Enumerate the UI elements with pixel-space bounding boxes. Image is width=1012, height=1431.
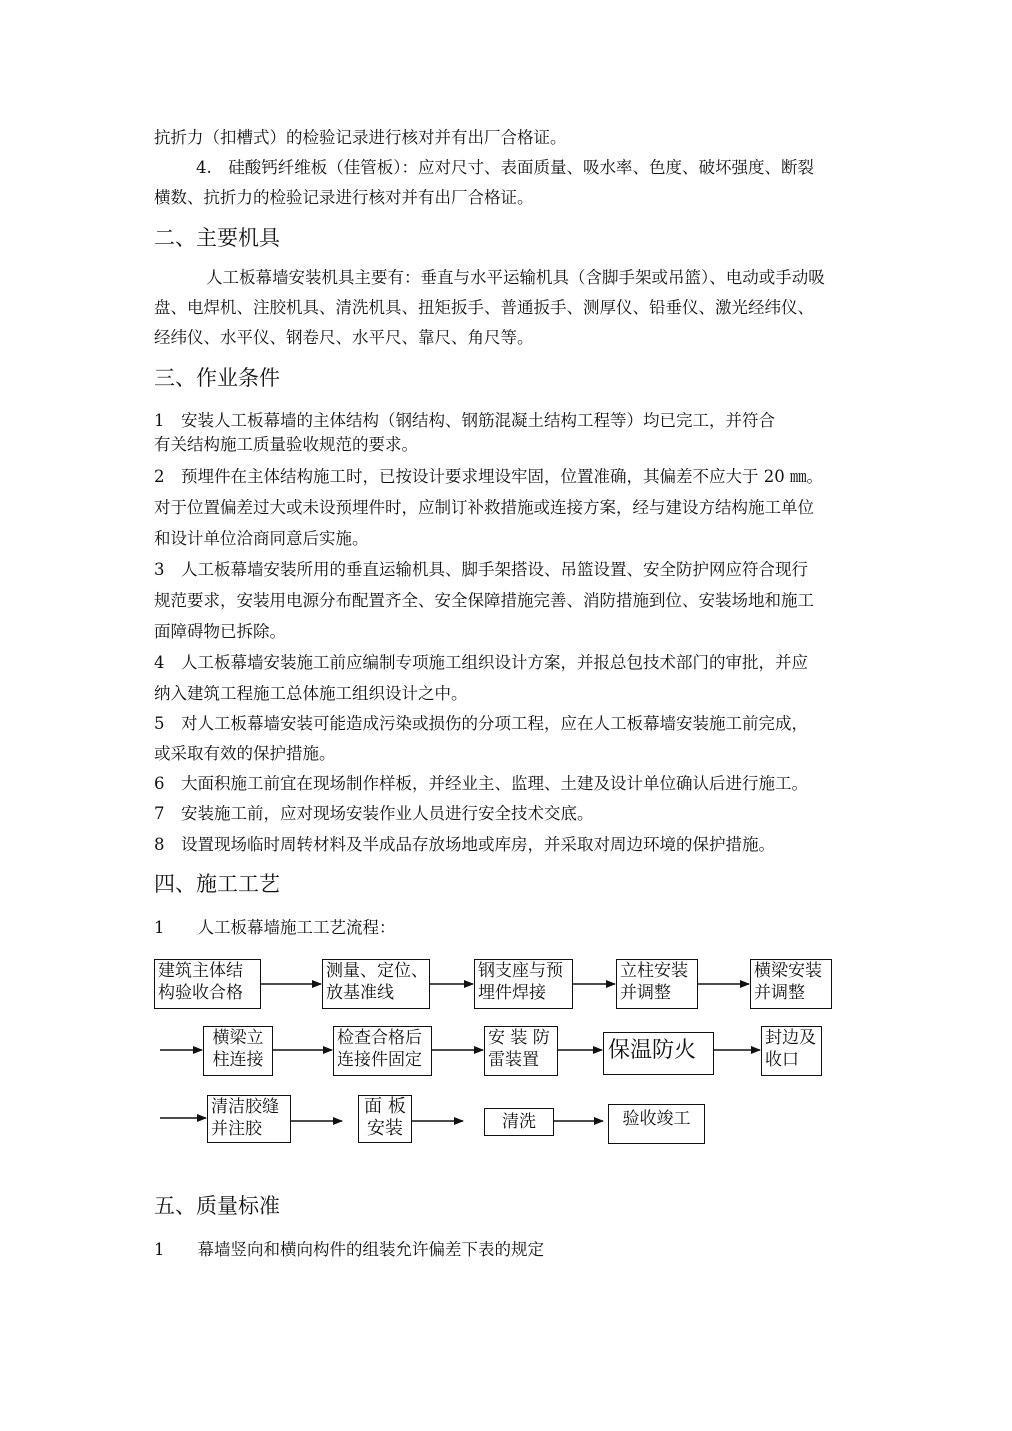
flow-step-label: 测量、定位、 bbox=[326, 961, 428, 981]
flow-step-cleaning: 清洗 bbox=[484, 1108, 554, 1136]
tools-line: 人工板幕墙安装机具主要有：垂直与水平运输机具（含脚手架或吊篮）、电动或手动吸 bbox=[206, 268, 825, 287]
condition-line: 1 安装人工板幕墙的主体结构（钢结构、钢筋混凝土结构工程等）均已完工，并符合 bbox=[154, 411, 775, 430]
flow-step-label: 钢支座与预 bbox=[478, 961, 563, 981]
condition-line: 纳入建筑工程施工总体施工组织设计之中。 bbox=[154, 684, 468, 703]
flow-step-label: 面 板 bbox=[364, 1096, 406, 1117]
flow-step-transom-install bbox=[750, 959, 832, 1009]
flow-step-connector-fixing bbox=[333, 1026, 432, 1076]
condition-line: 和设计单位洽商同意后实施。 bbox=[154, 529, 369, 548]
intro-item-4: 4. 硅酸钙纤维板（佳管板）：应对尺寸、表面质量、吸水率、色度、破坏强度、断裂 bbox=[196, 158, 814, 177]
condition-line: 4 人工板幕墙安装施工前应编制专项施工组织设计方案，并报总包技术部门的审批，并应 bbox=[154, 653, 808, 672]
section-heading-tools: 二、主要机具 bbox=[154, 226, 280, 250]
process-intro: 1 人工板幕墙施工工艺流程： bbox=[154, 918, 396, 937]
flow-step-label: 构验收合格 bbox=[158, 983, 243, 1003]
flow-step-label: 放基准线 bbox=[326, 983, 394, 1003]
flow-step-label: 安 装 防 bbox=[488, 1028, 550, 1048]
condition-line: 规范要求，安装用电源分布配置齐全、安全保障措施完善、消防措施到位、安装场地和施工 bbox=[154, 591, 814, 610]
condition-line: 有关结构施工质量验收规范的要求。 bbox=[154, 435, 418, 454]
condition-line: 对于位置偏差过大或未设预埋件时，应制订补救措施或连接方案，经与建设方结构施工单位 bbox=[154, 498, 814, 517]
flow-step-label: 安装 bbox=[367, 1118, 403, 1139]
flow-step-structure-acceptance bbox=[154, 959, 261, 1009]
condition-line: 6 大面积施工前宜在现场制作样板，并经业主、监理、土建及设计单位确认后进行施工。 bbox=[154, 774, 808, 793]
flow-step-panel-install bbox=[358, 1095, 412, 1143]
flow-step-edge-sealing bbox=[761, 1026, 822, 1076]
flow-step-label: 柱连接 bbox=[212, 1050, 264, 1070]
flow-step-label: 并注胶 bbox=[211, 1119, 262, 1139]
flow-step-survey-positioning bbox=[322, 959, 430, 1009]
section-heading-conditions: 三、作业条件 bbox=[154, 366, 280, 390]
flow-step-label: 封边及 bbox=[765, 1028, 816, 1048]
flow-step-final-acceptance: 验收竣工 bbox=[608, 1104, 705, 1144]
condition-line: 5 对人工板幕墙安装可能造成污染或损伤的分项工程，应在人工板幕墙安装施工前完成， bbox=[154, 714, 808, 733]
section-heading-quality: 五、质量标准 bbox=[154, 1194, 280, 1218]
condition-line: 8 设置现场临时周转材料及半成品存放场地或库房，并采取对周边环境的保护措施。 bbox=[154, 835, 775, 854]
tools-line: 盘、电焊机、注胶机具、清洗机具、扭矩扳手、普通扳手、测厚仪、铅垂仪、激光经纬仪、 bbox=[154, 298, 814, 317]
flow-step-joint-sealant bbox=[207, 1095, 291, 1143]
condition-line: 2 预埋件在主体结构施工时，已按设计要求埋设牢固，位置准确，其偏差不应大于 20 ㎜。 bbox=[154, 467, 823, 486]
flow-step-label: 并调整 bbox=[754, 983, 805, 1003]
flow-step-label: 连接件固定 bbox=[337, 1050, 422, 1070]
flow-step-label: 立柱安装 bbox=[620, 961, 688, 981]
flow-step-lightning-protection bbox=[484, 1026, 558, 1076]
intro-item-4-cont: 横数、抗折力的检验记录进行核对并有出厂合格证。 bbox=[154, 188, 534, 207]
flow-step-mullion-install bbox=[616, 959, 698, 1009]
condition-line: 或采取有效的保护措施。 bbox=[154, 744, 336, 763]
flow-step-label: 横梁立 bbox=[212, 1028, 264, 1048]
flow-step-label: 雷装置 bbox=[488, 1050, 539, 1070]
flow-step-label: 横梁安装 bbox=[754, 961, 822, 981]
condition-line: 面障碍物已拆除。 bbox=[154, 622, 286, 641]
flow-step-label: 并调整 bbox=[620, 983, 671, 1003]
flow-step-insulation-fireproofing: 保温防火 bbox=[603, 1032, 714, 1075]
section-heading-process: 四、施工工艺 bbox=[154, 872, 280, 896]
flow-step-label: 清洁胶缝 bbox=[211, 1097, 279, 1117]
flow-step-label: 埋件焊接 bbox=[478, 983, 546, 1003]
flow-step-transom-mullion-connect bbox=[203, 1026, 273, 1076]
intro-line: 抗折力（扣槽式）的检验记录进行核对并有出厂合格证。 bbox=[154, 128, 567, 147]
tools-line: 经纬仪、水平仪、钢卷尺、水平尺、靠尺、角尺等。 bbox=[154, 328, 534, 347]
flow-step-label: 检查合格后 bbox=[337, 1028, 422, 1048]
flow-step-steel-support-welding bbox=[474, 959, 573, 1009]
condition-line: 7 安装施工前，应对现场安装作业人员进行安全技术交底。 bbox=[154, 804, 594, 823]
flow-step-label: 建筑主体结 bbox=[158, 961, 243, 981]
flow-step-label: 收口 bbox=[765, 1050, 799, 1070]
condition-line: 3 人工板幕墙安装所用的垂直运输机具、脚手架搭设、吊篮设置、安全防护网应符合现行 bbox=[154, 560, 808, 579]
quality-line: 1 幕墙竖向和横向构件的组装允许偏差下表的规定 bbox=[154, 1240, 544, 1259]
